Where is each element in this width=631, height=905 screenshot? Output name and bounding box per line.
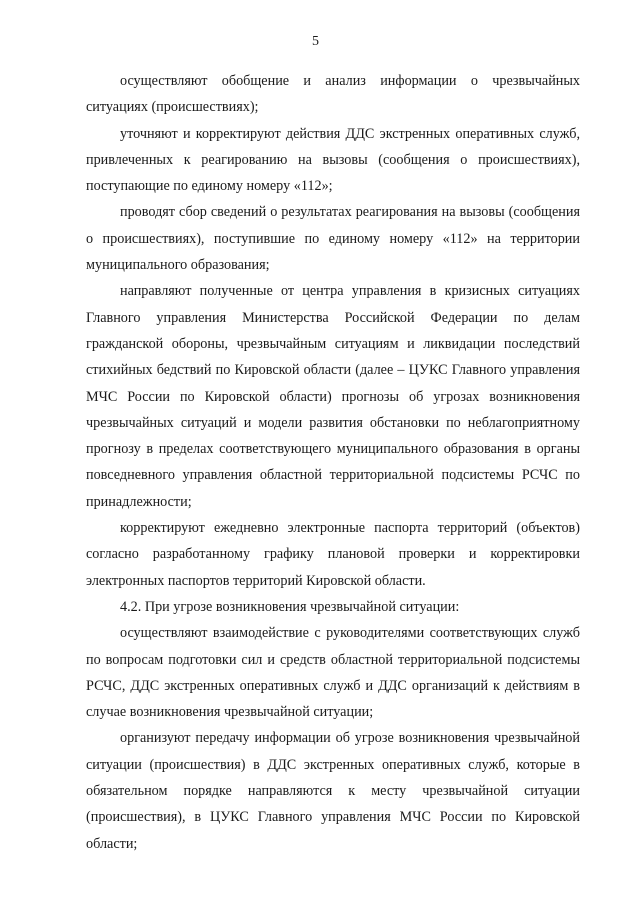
paragraph-forward-forecasts: направляют полученные от центра управления в кризисных ситуациях Главного управления Министерства Российской Федерации по делам гражданской обороны, чрезвычайным ситуациям и ликвидации последствий стихийных бедствий по Кировской области (далее – ЦУКС Главного управления МЧС России по Кировской области) прогнозы об угрозах возникновения чрезвычайных ситуаций и модели развития обстановки по неблагоприятному прогнозу в пределах соответствующего муниципального образования в органы повседневного управления областной территориальной подсистемы РСЧС по принадлежности; [86,283,580,510]
document-body [86,68,580,857]
paragraph-summary-analysis: осуществляют обобщение и анализ информации о чрезвычайных ситуациях (происшествиях); [86,73,580,116]
paragraph-transfer-info: организуют передачу информации об угрозе возникновения чрезвычайной ситуации (происшествия) в ДДС экстренных оперативных служб, которые в обязательном порядке направляются к месту чрезвычайной ситуации (происшествия), в ЦУКС Главного управления МЧС России по Кировской области; [86,730,580,852]
page-number: 5 [312,34,319,49]
paragraph-collect-results: проводят сбор сведений о результатах реагирования на вызовы (сообщения о происшествиях), поступившие по единому номеру «112» на территории муниципального образования; [86,204,580,274]
section-heading-4-2: 4.2. При угрозе возникновения чрезвычайной ситуации: [120,598,460,615]
paragraph-interaction: осуществляют взаимодействие с руководителями соответствующих служб по вопросам подготовки сил и средств областной территориальной подсистемы РСЧС, ДДС экстренных оперативных служб и ДДС организаций к действиям в случае возникновения чрезвычайной ситуации; [86,625,580,721]
paragraph-correct-passports: корректируют ежедневно электронные паспорта территорий (объектов) согласно разработанному графику плановой проверки и корректировки электронных паспортов территорий Кировской области. [86,520,580,589]
paragraph-adjust-actions: уточняют и корректируют действия ДДС экстренных оперативных служб, привлеченных к реагированию на вызовы (сообщения о происшествиях), поступающие по единому номеру «112»; [86,125,580,195]
